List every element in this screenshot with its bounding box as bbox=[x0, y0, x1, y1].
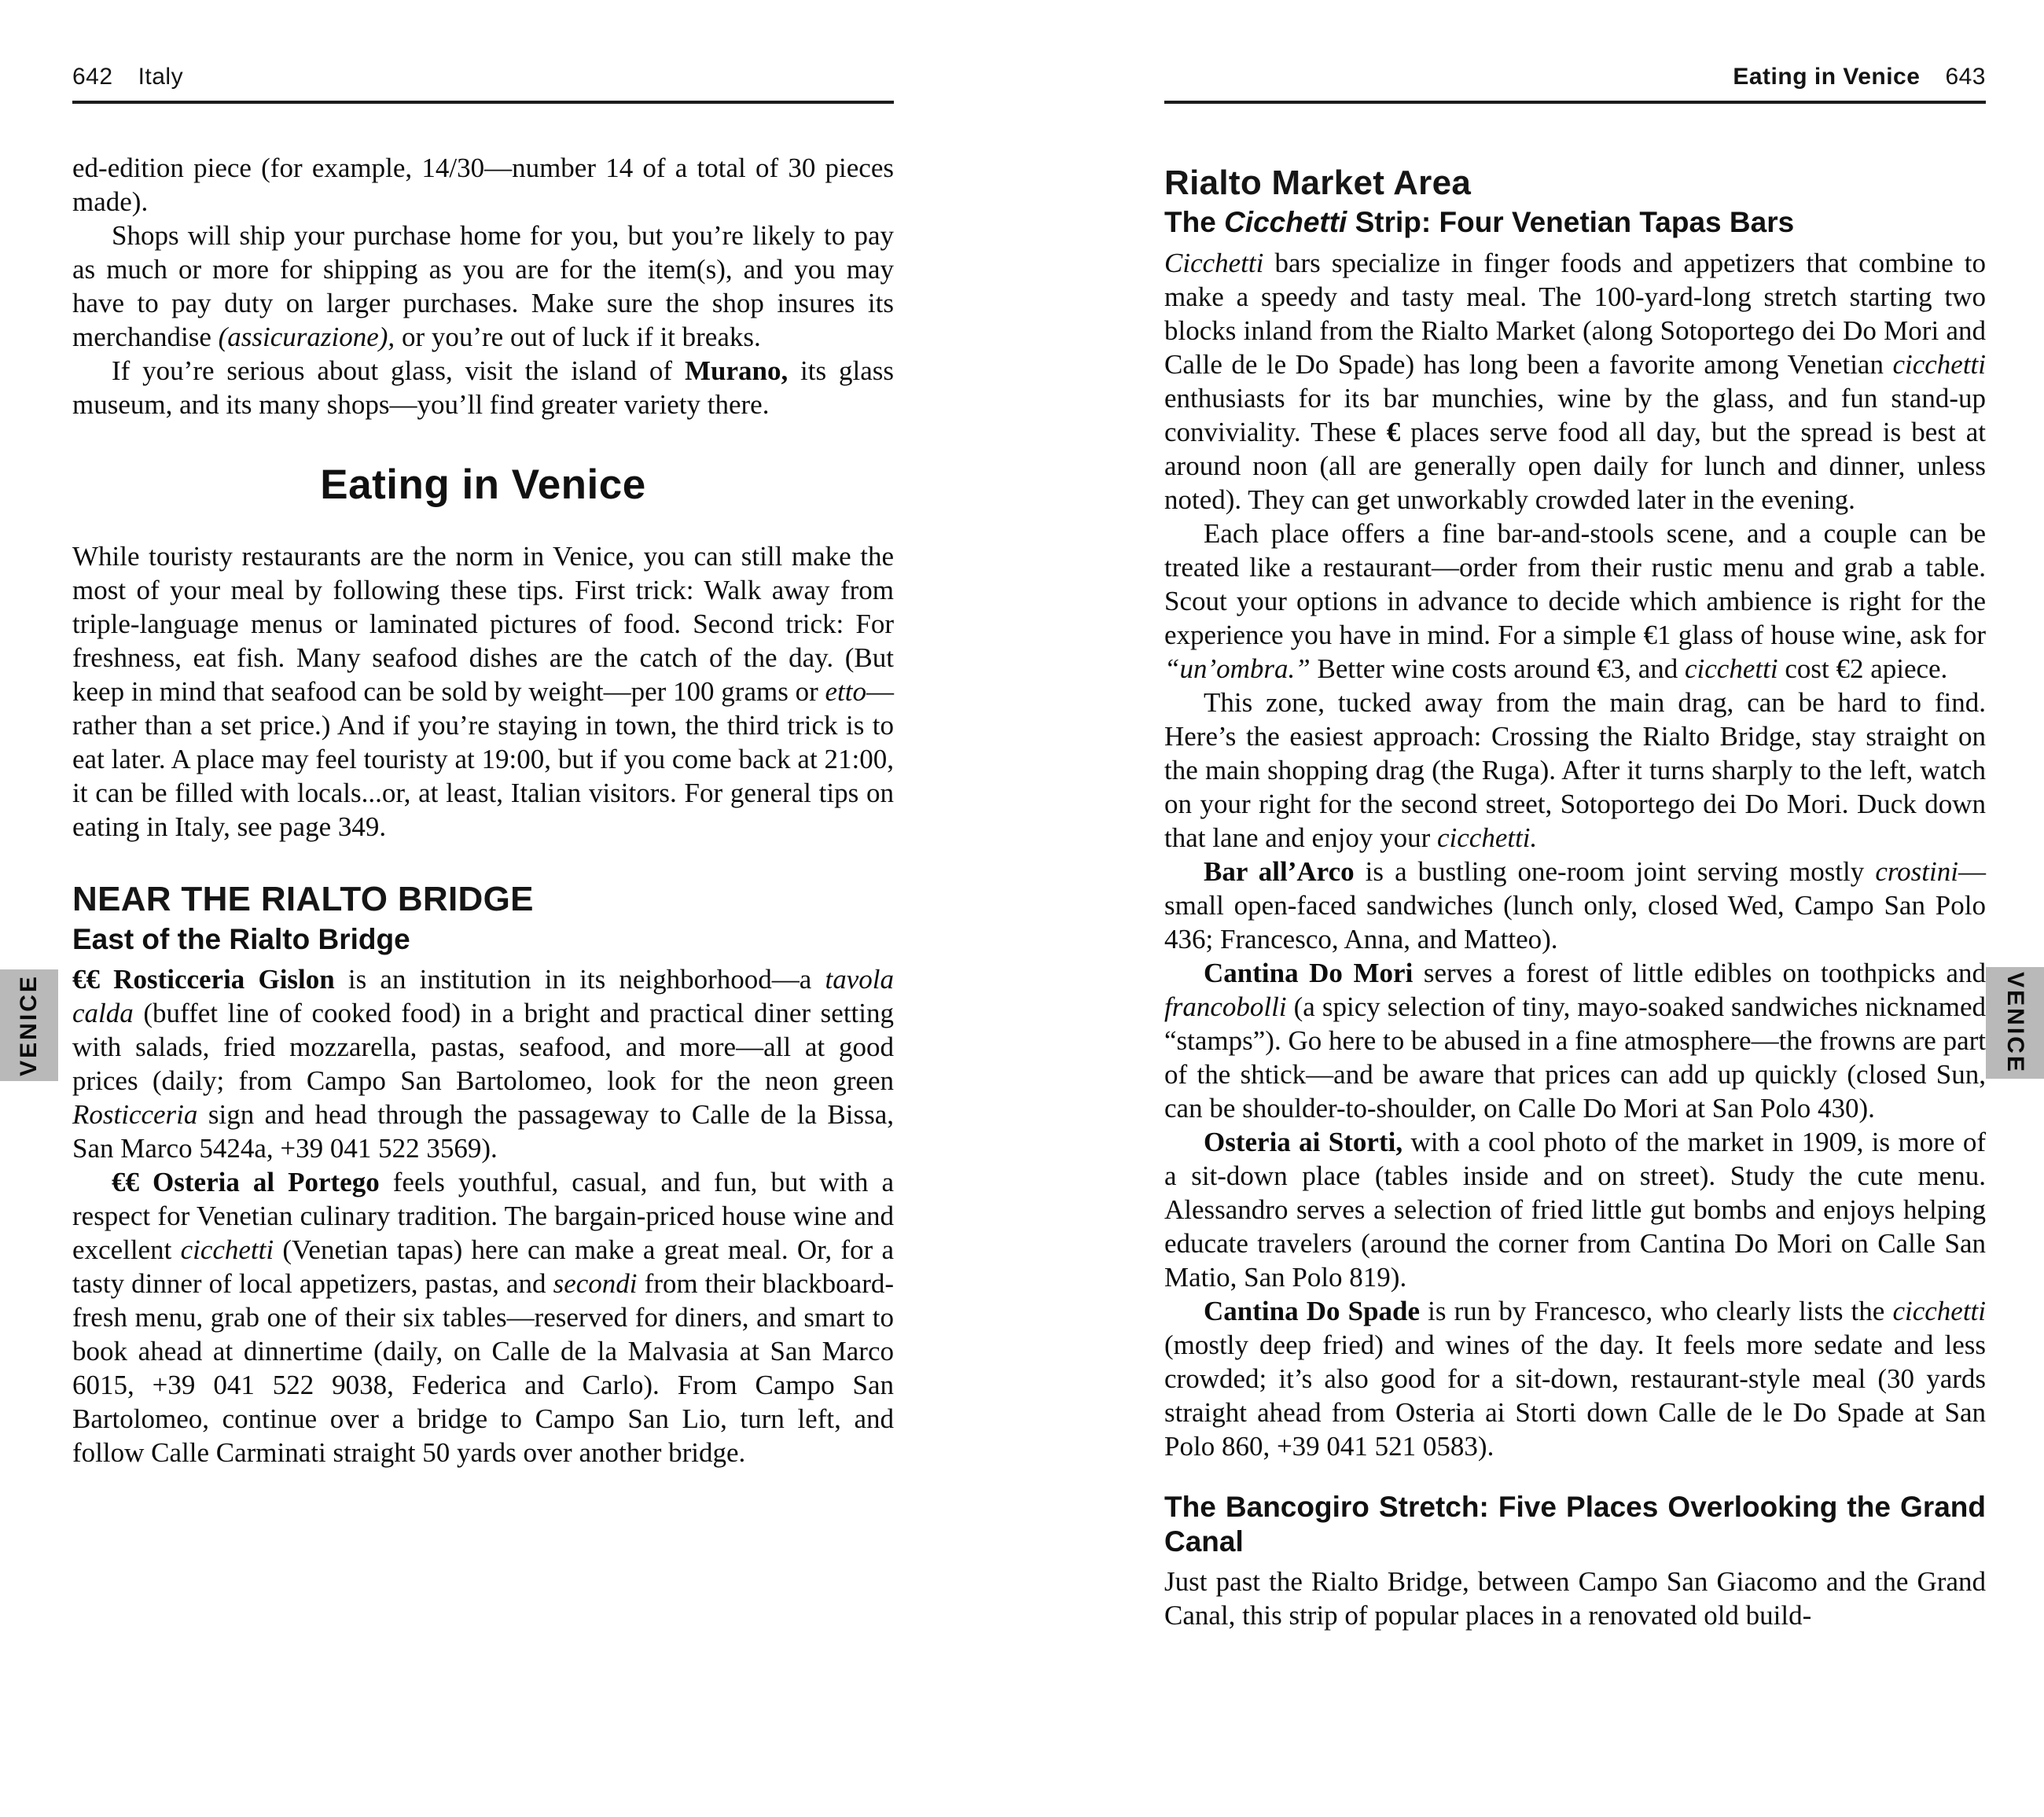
text-segment: Shops will ship your purchase home for you, but you’re likely to pay as much or more for shipping as you are for the item(s), and you may have to pay duty on larger purchases. Make sure the shop insures its merchandise bbox=[72, 220, 894, 352]
sub-heading bbox=[1164, 205, 1986, 240]
text-segment: tavola calda bbox=[72, 964, 894, 1029]
running-head-left: Italy bbox=[138, 64, 184, 90]
paragraph bbox=[72, 962, 894, 1165]
paragraph bbox=[72, 354, 894, 421]
paragraph bbox=[1164, 956, 1986, 1125]
sub-heading bbox=[1164, 1490, 1986, 1558]
text-segment: —rather than a set price.) And if you’re staying in town, the third trick is to eat later. A place may feel touristy at 19:00, but if you come back at 21:00, it can be filled with locals...or, at least, Italian visitors. For general tips on eating in Italy, see page 349. bbox=[72, 676, 894, 843]
text-segment: €€ Rosticceria Gislon bbox=[72, 964, 335, 995]
text-segment: Better wine costs around €3, and bbox=[1310, 653, 1686, 684]
text-segment: places serve food all day, but the spread is best at around noon (all are generally open daily for lunch and dinner, unless noted). They can get unworkably crowded later in the evening. bbox=[1164, 416, 1986, 515]
paragraph bbox=[72, 151, 894, 219]
paragraph bbox=[1164, 246, 1986, 517]
running-head-right: Eating in Venice bbox=[1733, 64, 1921, 90]
paragraph bbox=[72, 1165, 894, 1469]
paragraph bbox=[72, 539, 894, 844]
text-segment: Bar all’Arco bbox=[1204, 855, 1355, 887]
edge-tab-venice-left bbox=[0, 969, 58, 1081]
text-segment: €€ Osteria al Portego bbox=[112, 1167, 380, 1198]
text-segment: The bbox=[1164, 206, 1225, 239]
header-rule-right bbox=[1164, 101, 1986, 104]
paragraph bbox=[72, 219, 894, 354]
text-segment: This zone, tucked away from the main drag, can be hard to find. Here’s the easiest approach: Crossing the Rialto Bridge, stay straight on the main shopping drag (the Ruga). After it turns sharply to the left, watch on your right for the second street, Sotoportego dei Do Mori. Duck down that lane and enjoy your bbox=[1164, 686, 1986, 853]
header-rule-left bbox=[72, 101, 894, 104]
text-segment: Cantina Do Mori bbox=[1204, 957, 1414, 988]
section-heading bbox=[1164, 164, 1986, 202]
text-segment: ed-edition piece (for example, 14/30—number 14 of a total of 30 pieces made). bbox=[72, 153, 894, 217]
text-segment: or you’re out of luck if it breaks. bbox=[395, 322, 761, 352]
text-segment: NEAR THE RIALTO BRIDGE bbox=[72, 880, 534, 919]
page-header-right bbox=[1164, 63, 1986, 91]
text-segment: Cantina Do Spade bbox=[1204, 1295, 1421, 1326]
paragraph bbox=[1164, 517, 1986, 686]
text-segment: (Venetian tapas) here can make a great meal. Or, for a tasty dinner of local appetizers, pastas, and bbox=[72, 1234, 894, 1300]
text-segment: Just past the Rialto Bridge, between Campo San Giacomo and the Grand Canal, this strip of popular places in a renovated old build- bbox=[1164, 1566, 1986, 1631]
text-segment: (mostly deep fried) and wines of the day. It feels more sedate and less crowded; it’s also good for a sit-down, restaurant-style meal (30 yards straight ahead from Osteria ai Storti down Calle de le Do Spade at San Polo 860, +39 041 521 0583). bbox=[1164, 1329, 1986, 1462]
section-heading bbox=[72, 880, 894, 918]
text-segment: “un’ombra.” bbox=[1164, 653, 1311, 684]
text-segment: its glass museum, and its many shops—you’ll find greater variety there. bbox=[72, 355, 894, 420]
text-segment: Each place offers a fine bar-and-stools scene, and a couple can be treated like a restaurant—order from their rustic menu and grab a table. Scout your options in advance to decide which ambience is right for the experience you have in mind. For a simple €1 glass of house wine, ask for bbox=[1164, 517, 1986, 650]
text-segment: serves a forest of little edibles on toothpicks and bbox=[1413, 957, 1986, 988]
text-segment: Strip: Four Venetian Tapas Bars bbox=[1347, 206, 1795, 239]
text-segment: —small open-faced sandwiches (lunch only, closed Wed, Campo San Polo 436; Francesco, Anna, and Matteo). bbox=[1164, 855, 1986, 954]
page-body-left bbox=[72, 151, 894, 1469]
text-segment: cicchetti bbox=[1685, 653, 1778, 684]
paragraph bbox=[1164, 855, 1986, 956]
text-segment: crostini bbox=[1875, 855, 1958, 887]
text-segment: Cicchetti bbox=[1164, 247, 1264, 278]
paragraph bbox=[1164, 1565, 1986, 1632]
text-segment: Rosticceria bbox=[72, 1099, 198, 1131]
paragraph bbox=[1164, 686, 1986, 855]
page-number-left: 642 bbox=[72, 64, 113, 90]
text-segment: cicchetti bbox=[1892, 348, 1986, 380]
text-segment: cicchetti bbox=[1892, 1295, 1986, 1326]
text-segment: cost €2 apiece. bbox=[1777, 653, 1948, 684]
edge-tab-venice-right bbox=[1986, 967, 2044, 1079]
page-number-right: 643 bbox=[1945, 64, 1986, 90]
text-segment: The Bancogiro Stretch: Five Places Overlooking the Grand Canal bbox=[1164, 1490, 1986, 1558]
text-segment: enthusiasts for its bar munchies, wine by the glass, and fun stand-up conviviality. These bbox=[1164, 382, 1986, 447]
edge-tab-label: VENICE bbox=[2002, 972, 2029, 1074]
text-segment: with a cool photo of the market in 1909, is more of a sit-down place (tables inside and on street). Study the cute menu. Alessandro serves a selection of fried little gut bombs and enjoys helping educate travelers (around the corner from Cantina Do Mori on Calle San Matio, San Polo 819). bbox=[1164, 1126, 1986, 1293]
text-segment: secondi bbox=[553, 1268, 638, 1300]
text-segment: cicchetti bbox=[180, 1234, 274, 1266]
page-right bbox=[1164, 63, 1986, 1632]
text-segment: Murano, bbox=[684, 355, 789, 386]
text-segment: etto bbox=[825, 676, 866, 708]
section-title bbox=[72, 462, 894, 508]
text-segment: (a spicy selection of tiny, mayo-soaked sandwiches nicknamed “stamps”). Go here to be abused in a fine atmosphere—the frowns are part of the shtick—and be aware that prices can add up quickly (closed Sun, can be shoulder-to-shoulder, on Calle Do Mori at San Polo 430). bbox=[1164, 991, 1986, 1124]
paragraph bbox=[1164, 1294, 1986, 1463]
text-segment: feels youthful, casual, and fun, but with a respect for Venetian culinary tradition. The bargain-priced house wine and excellent bbox=[72, 1167, 895, 1266]
text-segment: While touristy restaurants are the norm in Venice, you can still make the most of your meal by following these tips. First trick: Walk away from triple-language menus or laminated pictures of food. Second trick: For freshness, eat fish. Many seafood dishes are the catch of the day. (But keep in mind that seafood can be sold by weight—per 100 grams or bbox=[72, 541, 894, 708]
text-segment: € bbox=[1386, 416, 1401, 447]
text-segment: is an institution in its neighborhood—a bbox=[334, 964, 825, 995]
text-segment: If you’re serious about glass, visit the island of bbox=[112, 355, 685, 386]
page-body-right bbox=[1164, 164, 1986, 1632]
text-segment: francobolli bbox=[1164, 991, 1287, 1022]
text-segment: (assicurazione), bbox=[218, 322, 395, 352]
page-left bbox=[72, 63, 894, 1469]
text-segment: sign and head through the passageway to Calle de la Bissa, San Marco 5424a, +39 041 522 3569). bbox=[72, 1099, 894, 1164]
page-header-left bbox=[72, 63, 894, 91]
text-segment: Eating in Venice bbox=[320, 462, 646, 508]
text-segment: Rialto Market Area bbox=[1164, 164, 1472, 202]
text-segment: bars specialize in finger foods and appetizers that combine to make a speedy and tasty meal. The 100-yard-long stretch starting two blocks inland from the Rialto Market (along Sotoportego dei Do Mori and Calle de le Do Spade) has long been a favorite among Venetian bbox=[1164, 247, 1986, 380]
text-segment: cicchetti. bbox=[1436, 822, 1538, 853]
paragraph bbox=[1164, 1125, 1986, 1294]
text-segment: is run by Francesco, who clearly lists the bbox=[1420, 1295, 1893, 1326]
text-segment: East of the Rialto Bridge bbox=[72, 922, 410, 955]
text-segment: from their blackboard-fresh menu, grab one of their six tables—reserved for diners, and smart to book ahead at dinnertime (daily, on Calle de la Malvasia at San Marco 6015, +39 041 522 9038, Federica and Carlo). From Campo San Bartolomeo, continue over a bridge to Campo San Lio, turn left, and follow Calle Carminati straight 50 yards over another bridge. bbox=[72, 1268, 895, 1469]
text-segment: (buffet line of cooked food) in a bright and practical diner setting with salads, fried mozzarella, pastas, seafood, and more—all at good prices (daily; from Campo San Bartolomeo, look for the neon green bbox=[72, 998, 894, 1097]
edge-tab-label: VENICE bbox=[16, 974, 42, 1076]
sub-heading bbox=[72, 922, 894, 957]
text-segment: Osteria ai Storti, bbox=[1204, 1126, 1403, 1157]
text-segment: Cicchetti bbox=[1224, 206, 1347, 239]
text-segment: is a bustling one-room joint serving mostly bbox=[1354, 855, 1876, 887]
